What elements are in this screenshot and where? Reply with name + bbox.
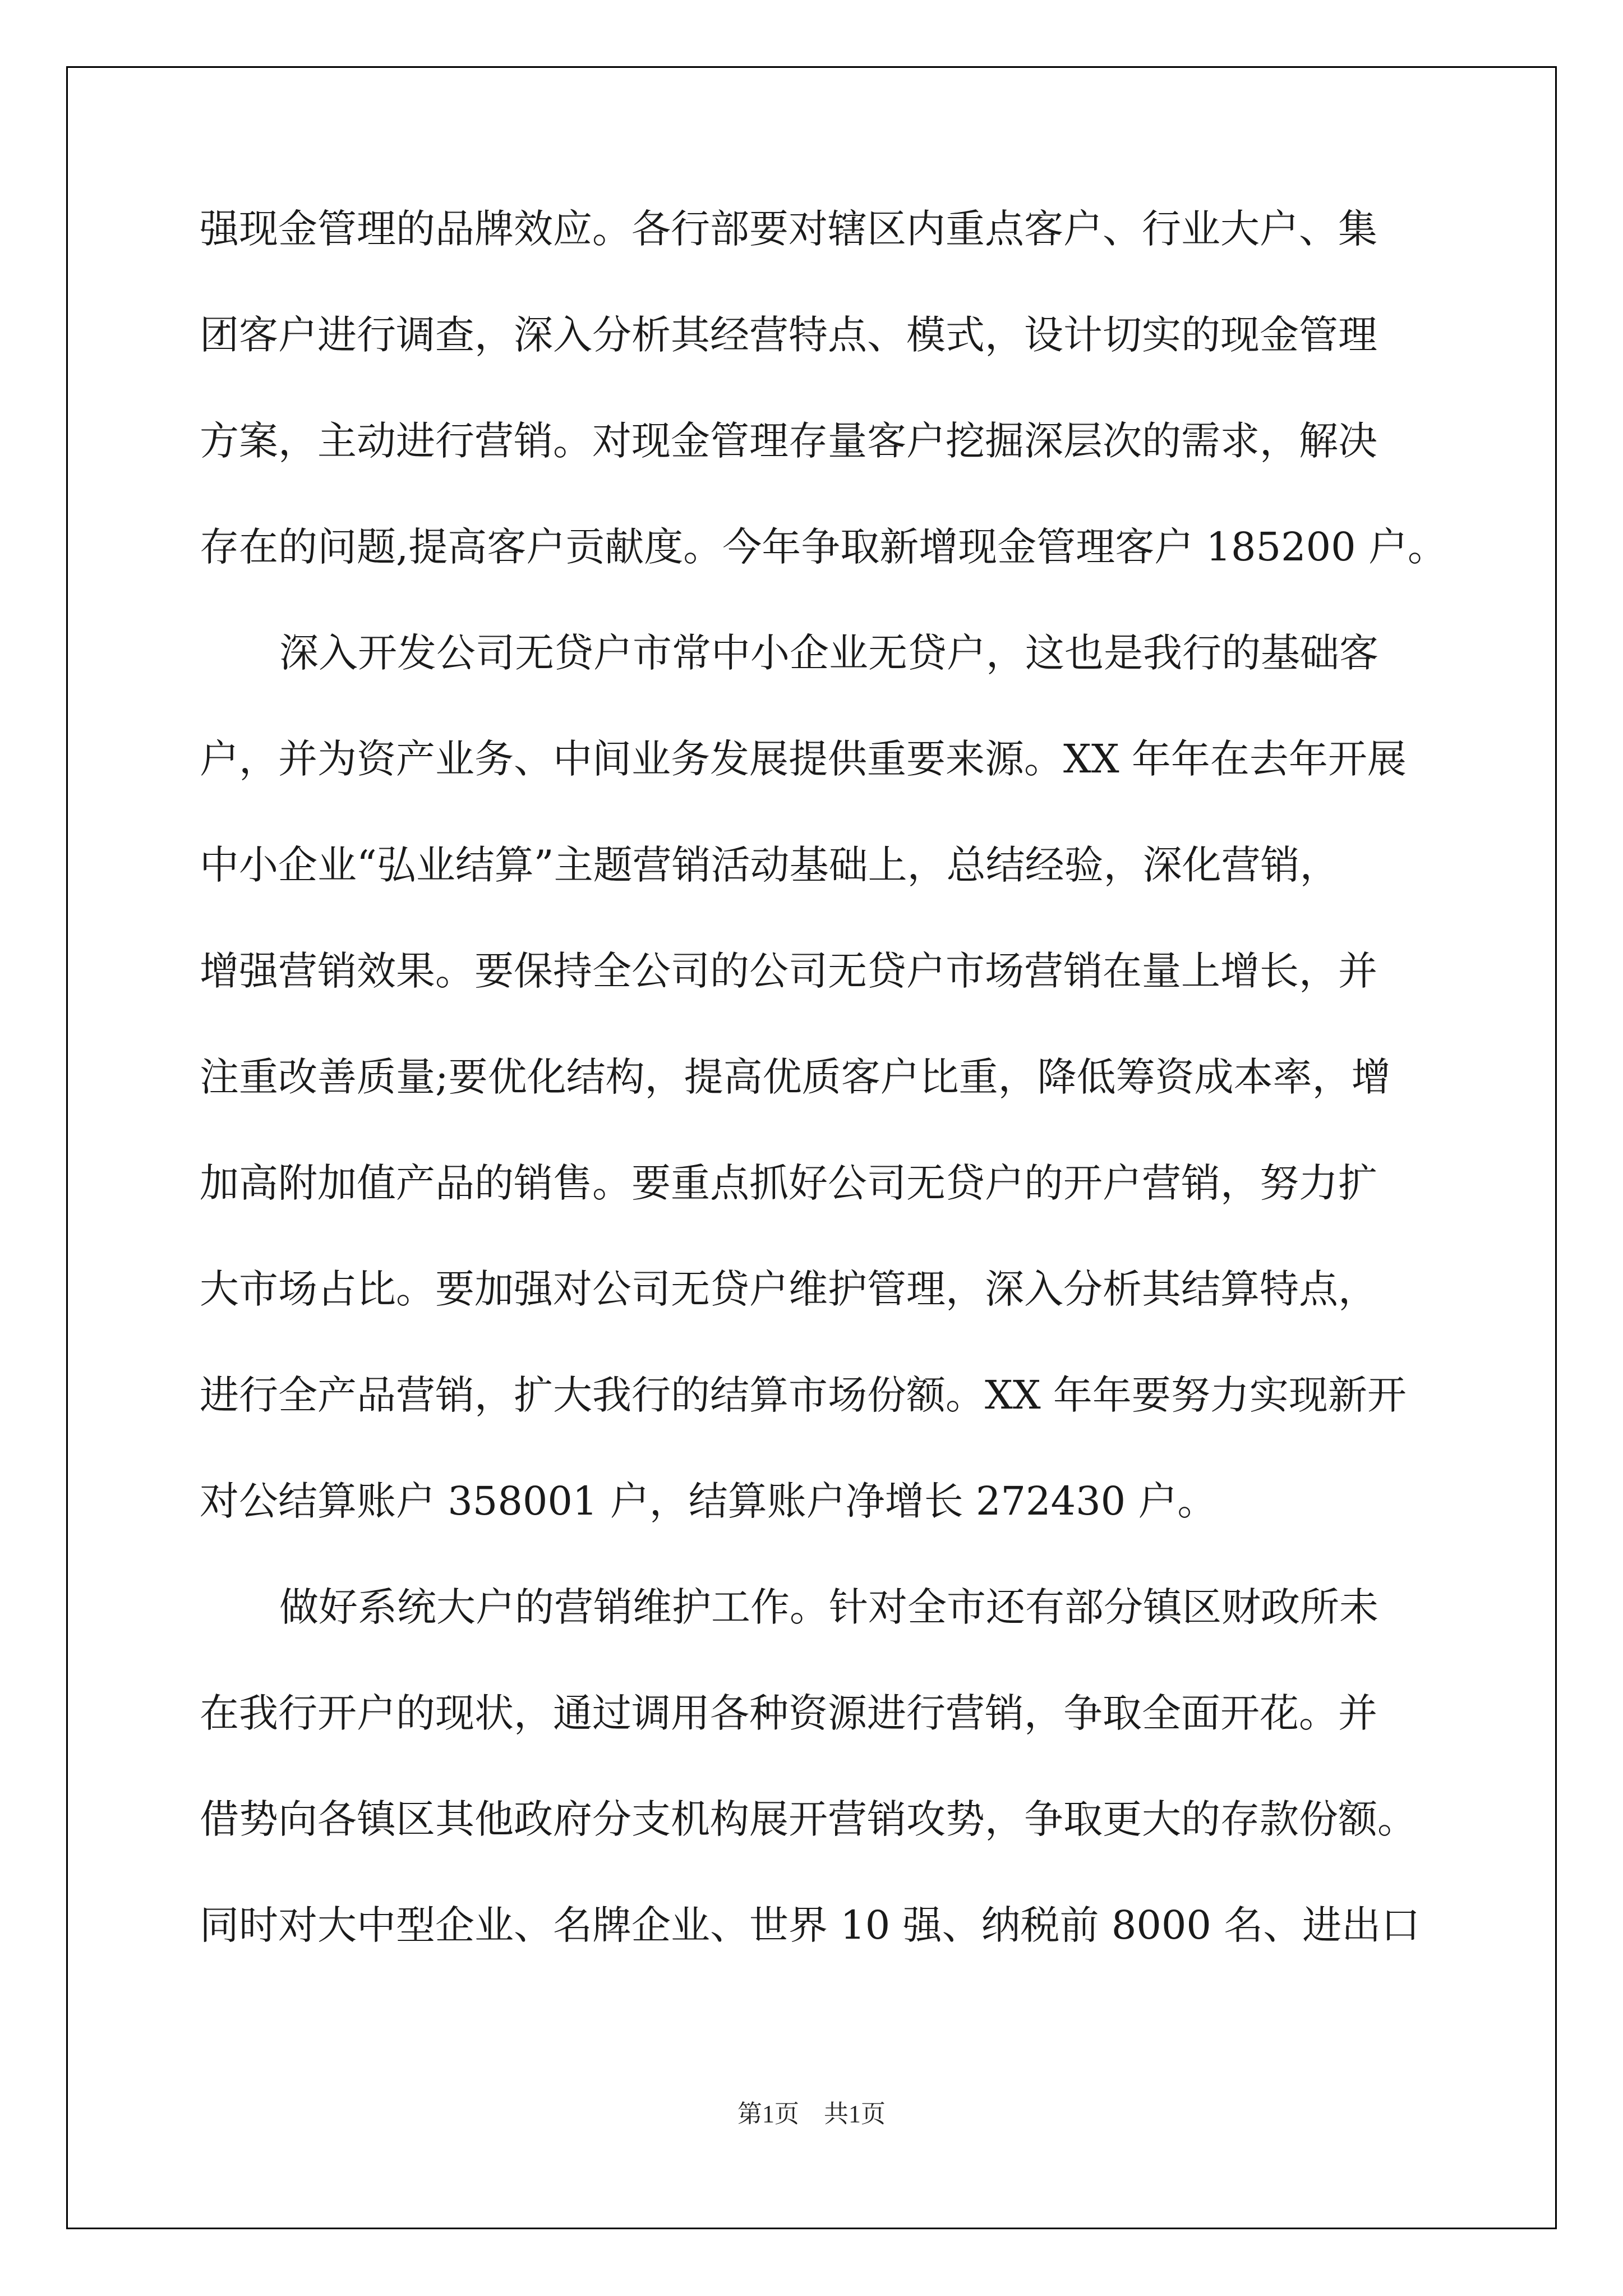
- text-line: 团客户进行调查，深入分析其经营特点、模式，设计切实的现金管理: [200, 312, 1377, 358]
- text-line: 同时对大中型企业、名牌企业、世界 10 强、纳税前 8000 名、进出口: [200, 1902, 1421, 1948]
- text-line: 注重改善质量;要优化结构，提高优质客户比重，降低筹资成本率，增: [200, 1054, 1391, 1100]
- text-line: 强现金管理的品牌效应。各行部要对辖区内重点客户、行业大户、集: [200, 206, 1377, 252]
- page-total: 共1页: [824, 2100, 886, 2128]
- text-line: 加高附加值产品的销售。要重点抓好公司无贷户的开户营销，努力扩: [200, 1160, 1377, 1206]
- text-line: 户，并为资产业务、中间业务发展提供重要来源。XX 年年在去年开展: [200, 736, 1407, 782]
- text-line: 进行全产品营销，扩大我行的结算市场份额。XX 年年要努力实现新开: [200, 1372, 1407, 1418]
- text-line: 方案，主动进行营销。对现金管理存量客户挖掘深层次的需求，解决: [200, 418, 1377, 464]
- text-line: 中小企业“弘业结算”主题营销活动基础上，总结经验，深化营销，: [200, 842, 1339, 888]
- page-footer: [0, 2093, 1623, 2129]
- text-line: 增强营销效果。要保持全公司的公司无贷户市场营销在量上增长，并: [200, 948, 1377, 994]
- text-line: 借势向各镇区其他政府分支机构展开营销攻势，争取更大的存款份额。: [200, 1796, 1417, 1842]
- paragraph-first-line: 深入开发公司无贷户市常中小企业无贷户，这也是我行的基础客: [279, 630, 1378, 676]
- text-line: 对公结算账户 358001 户，结算账户净增长 272430 户。: [200, 1478, 1217, 1524]
- document-body: [200, 206, 1447, 2012]
- page-number: 第1页: [737, 2100, 799, 2128]
- text-line: 大市场占比。要加强对公司无贷户维护管理，深入分析其结算特点，: [200, 1266, 1377, 1312]
- text-line: 在我行开户的现状，通过调用各种资源进行营销，争取全面开花。并: [200, 1690, 1377, 1736]
- paragraph-first-line: 做好系统大户的营销维护工作。针对全市还有部分镇区财政所未: [279, 1584, 1378, 1630]
- text-line: 存在的问题,提高客户贡献度。今年争取新增现金管理客户 185200 户。: [200, 524, 1447, 570]
